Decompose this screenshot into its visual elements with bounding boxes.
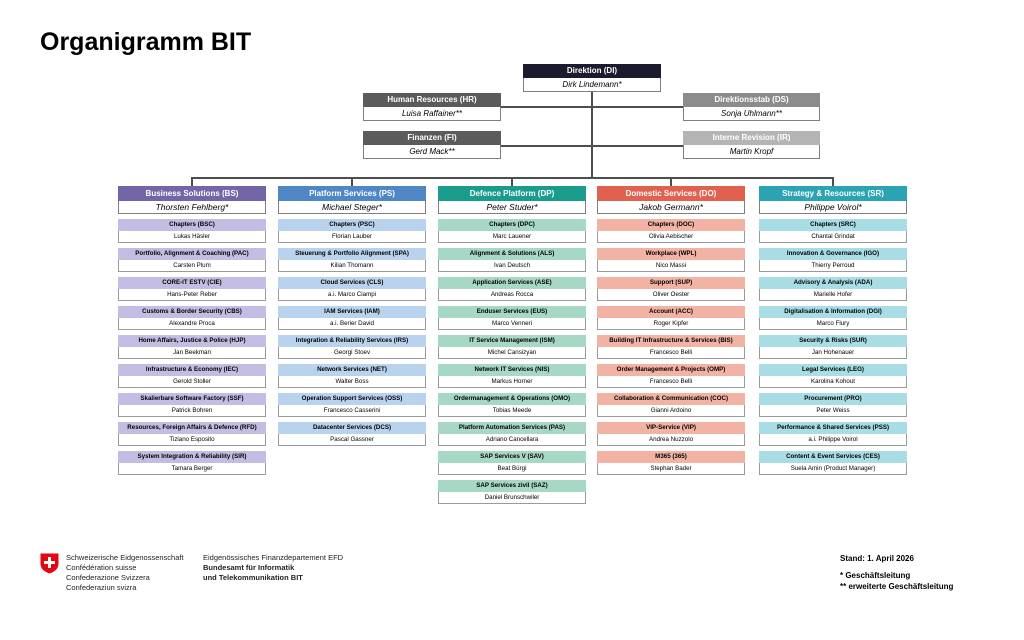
unit-box: [278, 306, 426, 330]
unit-head-name: Kilian Thomann: [278, 260, 426, 272]
unit-head-name: Patrick Bohren: [118, 405, 266, 417]
unit-head-name: Francesco Casserini: [278, 405, 426, 417]
direktion-name: Dirk Lindemann*: [523, 78, 661, 92]
unit-head-name: Lukas Häsler: [118, 231, 266, 243]
confederation-names: [66, 553, 184, 593]
unit-head-name: Jan Beekman: [118, 347, 266, 359]
connector-div-4: [670, 177, 672, 186]
unit-box: [597, 364, 745, 388]
unit-title: Portfolio, Alignment & Coaching (PAC): [118, 248, 266, 260]
unit-head-name: Michel Cansizyan: [438, 347, 586, 359]
unit-head-name: Gianni Ardoino: [597, 405, 745, 417]
unit-title: Advisory & Analysis (ADA): [759, 277, 907, 289]
unit-head-name: Marco Venneri: [438, 318, 586, 330]
unit-head-name: Adriano Cancellara: [438, 434, 586, 446]
unit-head-name: Georgi Stoev: [278, 347, 426, 359]
legend-egl: ** erweiterte Geschäftsleitung: [840, 582, 954, 591]
unit-box: [278, 422, 426, 446]
staff-hr-title: Human Resources (HR): [363, 93, 501, 107]
unit-box: [759, 306, 907, 330]
unit-title: Chapters (SRC): [759, 219, 907, 231]
unit-title: Order Management & Projects (OMP): [597, 364, 745, 376]
unit-title: Enduser Services (EUS): [438, 306, 586, 318]
unit-box: [597, 306, 745, 330]
connector-div-3: [511, 177, 513, 186]
unit-box: [438, 277, 586, 301]
unit-head-name: Olivia Aebischer: [597, 231, 745, 243]
unit-title: Application Services (ASE): [438, 277, 586, 289]
unit-box: [759, 451, 907, 475]
connector-staff-hr-ds: [501, 106, 683, 108]
connector-staff-fi-ir: [501, 145, 683, 147]
unit-head-name: Beat Bürgi: [438, 463, 586, 475]
unit-head-name: Tiziano Esposito: [118, 434, 266, 446]
unit-box: [118, 219, 266, 243]
division-head-2: [438, 186, 586, 214]
staff-fi-box: [363, 131, 501, 159]
unit-box: [438, 219, 586, 243]
staff-hr-box: [363, 93, 501, 121]
unit-box: [438, 480, 586, 504]
unit-title: VIP-Service (VIP): [597, 422, 745, 434]
connector-div-2: [351, 177, 353, 186]
staff-fi-title: Finanzen (FI): [363, 131, 501, 145]
unit-head-name: Roger Kipfer: [597, 318, 745, 330]
unit-title: System Integration & Reliability (SIR): [118, 451, 266, 463]
unit-title: M365 (365): [597, 451, 745, 463]
unit-head-name: Stephan Bader: [597, 463, 745, 475]
unit-box: [759, 364, 907, 388]
department-block: [203, 553, 343, 583]
unit-title: CORE-IT ESTV (CIE): [118, 277, 266, 289]
unit-head-name: Ivan Deutsch: [438, 260, 586, 272]
connector-div-1: [191, 177, 193, 186]
staff-hr-name: Luisa Raffainer**: [363, 107, 501, 121]
connector-divisions: [192, 177, 834, 179]
unit-head-name: Jan Hohenauer: [759, 347, 907, 359]
unit-title: Chapters (PSC): [278, 219, 426, 231]
unit-box: [278, 277, 426, 301]
unit-title: Alignment & Solutions (ALS): [438, 248, 586, 260]
division-head-name: Michael Steger*: [278, 201, 426, 214]
unit-box: [278, 219, 426, 243]
unit-head-name: a.i. Marco Ciampi: [278, 289, 426, 301]
confederation-fr: Confédération suisse: [66, 563, 137, 572]
unit-title: Support (SUP): [597, 277, 745, 289]
unit-box: [597, 219, 745, 243]
unit-head-name: Nico Massi: [597, 260, 745, 272]
unit-title: Integration & Reliability Services (IRS): [278, 335, 426, 347]
unit-box: [438, 393, 586, 417]
unit-box: [438, 422, 586, 446]
connector-div-5: [832, 177, 834, 186]
swiss-cross-icon: [40, 553, 59, 574]
unit-head-name: Hans-Peter Reber: [118, 289, 266, 301]
division-head-1: [278, 186, 426, 214]
unit-head-name: Walter Boss: [278, 376, 426, 388]
unit-title: Network Services (NET): [278, 364, 426, 376]
unit-title: Operation Support Services (OSS): [278, 393, 426, 405]
staff-ds-box: [683, 93, 820, 121]
confederation-de: Schweizerische Eidgenossenschaft: [66, 553, 184, 562]
unit-title: IAM Services (IAM): [278, 306, 426, 318]
staff-ir-title: Interne Revision (IR): [683, 131, 820, 145]
unit-title: Legal Services (LEG): [759, 364, 907, 376]
page-title: Organigramm BIT: [40, 28, 252, 56]
connector-vertical-main: [591, 92, 593, 178]
unit-head-name: Andreas Rocca: [438, 289, 586, 301]
direktion-title: Direktion (DI): [523, 64, 661, 78]
confederation-rm: Confederaziun svizra: [66, 583, 137, 592]
unit-title: Home Affairs, Justice & Police (HJP): [118, 335, 266, 347]
unit-box: [438, 248, 586, 272]
unit-title: Steuerung & Portfolio Alignment (SPA): [278, 248, 426, 260]
staff-ir-box: [683, 131, 820, 159]
unit-head-name: Tamara Berger: [118, 463, 266, 475]
unit-title: Platform Automation Services (PAS): [438, 422, 586, 434]
unit-title: Innovation & Governance (IGO): [759, 248, 907, 260]
direktion-box: [523, 64, 661, 92]
unit-title: Account (ACC): [597, 306, 745, 318]
unit-box: [278, 364, 426, 388]
unit-title: Chapters (DPC): [438, 219, 586, 231]
unit-title: Cloud Services (CLS): [278, 277, 426, 289]
unit-head-name: Suela Amin (Product Manager): [759, 463, 907, 475]
unit-box: [597, 393, 745, 417]
division-title: Platform Services (PS): [278, 186, 426, 201]
unit-head-name: Oliver Oester: [597, 289, 745, 301]
unit-box: [759, 393, 907, 417]
unit-box: [759, 219, 907, 243]
unit-title: Workplace (WPL): [597, 248, 745, 260]
unit-head-name: a.i. Berier David: [278, 318, 426, 330]
unit-head-name: Francesco Belli: [597, 347, 745, 359]
unit-head-name: Peter Weiss: [759, 405, 907, 417]
unit-box: [118, 364, 266, 388]
division-title: Business Solutions (BS): [118, 186, 266, 201]
unit-head-name: Marco Flury: [759, 318, 907, 330]
stand-block: [840, 553, 953, 592]
unit-box: [278, 335, 426, 359]
unit-head-name: Chantal Grindat: [759, 231, 907, 243]
unit-title: Digitalisation & Information (DGI): [759, 306, 907, 318]
unit-title: Network IT Services (NIS): [438, 364, 586, 376]
unit-box: [759, 248, 907, 272]
unit-title: Collaboration & Communication (COC): [597, 393, 745, 405]
unit-title: Resources, Foreign Affairs & Defence (RFD): [118, 422, 266, 434]
unit-title: Datacenter Services (DCS): [278, 422, 426, 434]
office-name-line1: Bundesamt für Informatik: [203, 563, 295, 572]
unit-title: SAP Services V (SAV): [438, 451, 586, 463]
unit-box: [597, 335, 745, 359]
unit-box: [438, 451, 586, 475]
unit-head-name: Andrea Nuzzolo: [597, 434, 745, 446]
unit-title: Building IT Infrastructure & Services (BIS): [597, 335, 745, 347]
unit-title: Ordermanagement & Operations (OMO): [438, 393, 586, 405]
unit-box: [597, 422, 745, 446]
unit-head-name: Markus Horner: [438, 376, 586, 388]
division-head-name: Jakob Germann*: [597, 201, 745, 214]
division-head-0: [118, 186, 266, 214]
division-head-name: Thorsten Fehlberg*: [118, 201, 266, 214]
unit-head-name: Carsten Plum: [118, 260, 266, 272]
unit-box: [278, 393, 426, 417]
unit-box: [597, 277, 745, 301]
division-head-name: Philippe Voirol*: [759, 201, 907, 214]
unit-head-name: Gerold Stoller: [118, 376, 266, 388]
division-title: Domestic Services (DO): [597, 186, 745, 201]
unit-box: [597, 248, 745, 272]
unit-head-name: Florian Lauber: [278, 231, 426, 243]
unit-title: Procurement (PRO): [759, 393, 907, 405]
unit-box: [759, 422, 907, 446]
division-head-4: [759, 186, 907, 214]
stand-date: Stand: 1. April 2026: [840, 554, 914, 563]
unit-title: SAP Services zivil (SAZ): [438, 480, 586, 492]
unit-box: [759, 335, 907, 359]
unit-box: [118, 393, 266, 417]
unit-head-name: Marc Lauener: [438, 231, 586, 243]
unit-head-name: Pascal Gassner: [278, 434, 426, 446]
staff-ds-title: Direktionsstab (DS): [683, 93, 820, 107]
unit-title: IT Service Management (ISM): [438, 335, 586, 347]
unit-title: Infrastructure & Economy (IEC): [118, 364, 266, 376]
division-title: Strategy & Resources (SR): [759, 186, 907, 201]
unit-title: Security & Risks (SUR): [759, 335, 907, 347]
unit-box: [597, 451, 745, 475]
division-head-3: [597, 186, 745, 214]
unit-title: Chapters (DOC): [597, 219, 745, 231]
unit-box: [118, 277, 266, 301]
unit-box: [438, 364, 586, 388]
unit-title: Skalierbare Software Factory (SSF): [118, 393, 266, 405]
unit-title: Customs & Border Security (CBS): [118, 306, 266, 318]
unit-box: [759, 277, 907, 301]
staff-fi-name: Gerd Mack**: [363, 145, 501, 159]
unit-head-name: Daniel Brunschwiler: [438, 492, 586, 504]
unit-box: [438, 306, 586, 330]
unit-box: [438, 335, 586, 359]
department-name: Eidgenössisches Finanzdepartement EFD: [203, 553, 344, 562]
unit-head-name: Francesco Belli: [597, 376, 745, 388]
unit-title: Performance & Shared Services (PSS): [759, 422, 907, 434]
office-name-line2: und Telekommunikation BIT: [203, 573, 303, 582]
unit-head-name: Alexandre Proca: [118, 318, 266, 330]
unit-title: Chapters (BSC): [118, 219, 266, 231]
unit-head-name: Karolina Kohout: [759, 376, 907, 388]
division-head-name: Peter Studer*: [438, 201, 586, 214]
unit-head-name: Thierry Perroud: [759, 260, 907, 272]
confederation-it: Confederazione Svizzera: [66, 573, 150, 582]
unit-box: [118, 248, 266, 272]
unit-box: [118, 306, 266, 330]
unit-box: [118, 422, 266, 446]
staff-ir-name: Martin Kropf: [683, 145, 820, 159]
staff-ds-name: Sonja Uhlmann**: [683, 107, 820, 121]
unit-title: Content & Event Services (CES): [759, 451, 907, 463]
unit-box: [118, 335, 266, 359]
unit-head-name: Marielle Hofer: [759, 289, 907, 301]
legend-gl: * Geschäftsleitung: [840, 571, 911, 580]
division-title: Defence Platform (DP): [438, 186, 586, 201]
unit-box: [278, 248, 426, 272]
unit-head-name: Tobias Meede: [438, 405, 586, 417]
unit-box: [118, 451, 266, 475]
unit-head-name: a.i. Philippe Voirol: [759, 434, 907, 446]
